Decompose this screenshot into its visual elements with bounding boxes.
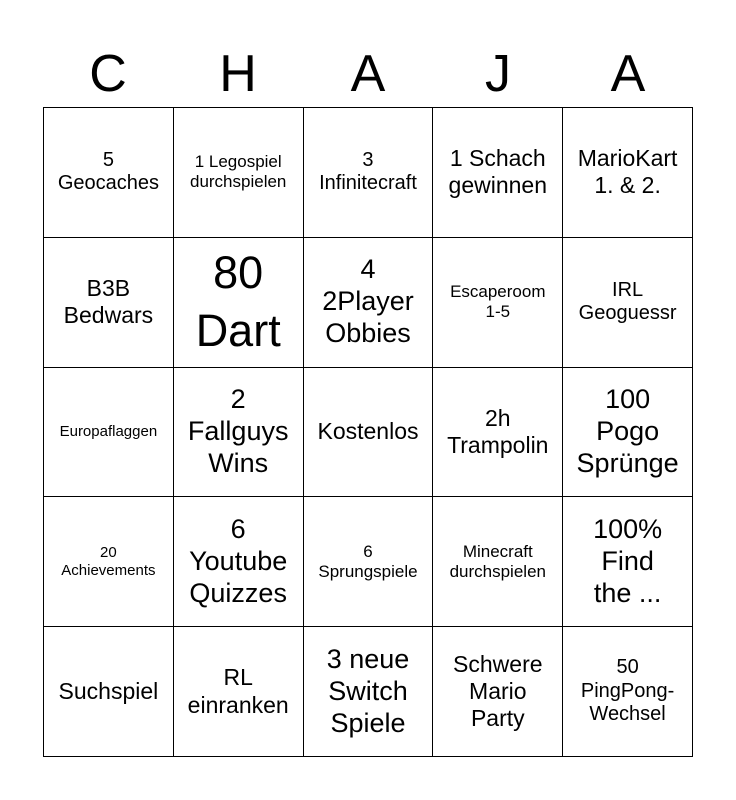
- bingo-cell-label: RL einranken: [187, 664, 289, 718]
- bingo-cell-r3c5[interactable]: [563, 368, 693, 498]
- bingo-cell-r5c1[interactable]: [44, 627, 174, 757]
- bingo-cell-label: 100% Find the ...: [593, 514, 663, 608]
- bingo-cell-r1c5[interactable]: [563, 108, 693, 238]
- bingo-cell-label: Minecraft durchspielen: [449, 541, 546, 581]
- bingo-cell-label: Kostenlos: [317, 418, 419, 445]
- bingo-cell-label: IRL Geoguessr: [578, 278, 677, 325]
- bingo-cell-label: Suchspiel: [58, 678, 159, 705]
- bingo-cell-r2c5[interactable]: [563, 238, 693, 368]
- bingo-header: [43, 40, 693, 108]
- bingo-cell-r4c5[interactable]: [563, 497, 693, 627]
- bingo-cell-r5c4[interactable]: [433, 627, 563, 757]
- header-letter-j: J: [485, 45, 511, 103]
- bingo-cell-r2c2[interactable]: [174, 238, 304, 368]
- bingo-cell-label: Schwere Mario Party: [453, 650, 543, 732]
- bingo-cell-r1c3[interactable]: [304, 108, 434, 238]
- bingo-cell-r1c2[interactable]: [174, 108, 304, 238]
- bingo-cell-r5c3[interactable]: [304, 627, 434, 757]
- bingo-cell-r2c4[interactable]: [433, 238, 563, 368]
- bingo-cell-r2c3[interactable]: [304, 238, 434, 368]
- bingo-cell-label: 5 Geocaches: [57, 148, 159, 195]
- bingo-cell-r4c3[interactable]: [304, 497, 434, 627]
- bingo-cell-r3c1[interactable]: [44, 368, 174, 498]
- bingo-cell-label: B3B Bedwars: [63, 275, 154, 329]
- bingo-cell-label: 100 Pogo Sprünge: [576, 384, 679, 478]
- bingo-cell-label: MarioKart 1. & 2.: [577, 145, 678, 199]
- bingo-cell-label: 50 PingPong- Wechsel: [580, 656, 675, 726]
- bingo-cell-r4c4[interactable]: [433, 497, 563, 627]
- bingo-cell-label: 1 Legospiel durchspielen: [189, 152, 287, 192]
- bingo-cell-r2c1[interactable]: [44, 238, 174, 368]
- bingo-cell-r5c5[interactable]: [563, 627, 693, 757]
- bingo-cell-r3c3[interactable]: [304, 368, 434, 498]
- header-letter-a: A: [350, 45, 386, 103]
- bingo-cell-label: 80 Dart: [195, 246, 281, 357]
- bingo-cell-r1c4[interactable]: [433, 108, 563, 238]
- bingo-cell-label: 20 Achievements: [61, 544, 156, 579]
- bingo-cell-label: 3 Infinitecraft: [319, 148, 417, 195]
- bingo-cell-label: Europaflaggen: [59, 423, 158, 441]
- bingo-cell-label: 4 2Player Obbies: [322, 254, 414, 349]
- bingo-cell-label: 6 Youtube Quizzes: [189, 514, 288, 608]
- bingo-cell-label: 1 Schach gewinnen: [448, 145, 548, 199]
- bingo-cell-label: 3 neue Switch Spiele: [326, 643, 410, 738]
- header-letter-h: H: [219, 45, 257, 103]
- bingo-cell-label: 6 Sprungspiele: [318, 541, 418, 581]
- bingo-cell-r1c1[interactable]: [44, 108, 174, 238]
- bingo-cell-r3c2[interactable]: [174, 368, 304, 498]
- bingo-cell-label: 2h Trampolin: [447, 404, 549, 458]
- bingo-cell-r5c2[interactable]: [174, 627, 304, 757]
- bingo-cell-r4c1[interactable]: [44, 497, 174, 627]
- bingo-board: [43, 107, 693, 757]
- header-letter-c: C: [89, 45, 127, 103]
- bingo-cell-label: Escaperoom 1-5: [450, 282, 546, 322]
- bingo-cell-r4c2[interactable]: [174, 497, 304, 627]
- bingo-cell-r3c4[interactable]: [433, 368, 563, 498]
- header-letter-a-2: A: [610, 45, 646, 103]
- bingo-cell-label: 2 Fallguys Wins: [187, 384, 289, 478]
